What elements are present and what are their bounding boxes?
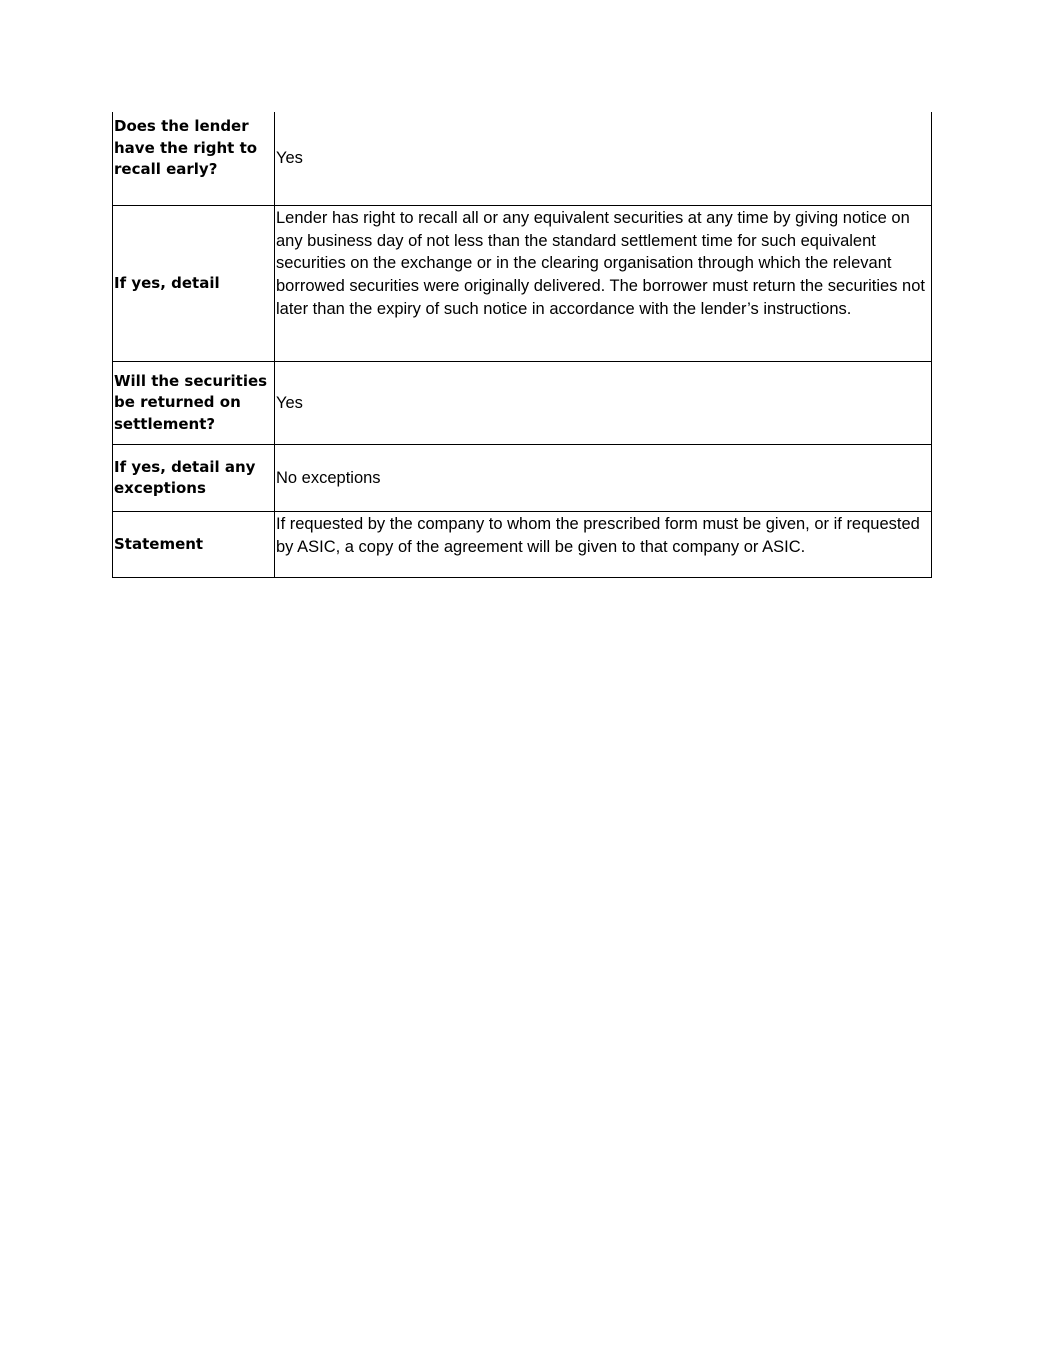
row-value-recall-detail: Lender has right to recall all or any equivalent securities at any time by giving notice on any business day of not less than the standard settlement time for such equivalent securities on the exchange or in the clearing organisation through which the relevant borrowed securities were originally delivered. The borrower must return the securities not later than the expiry of such notice in accordance with the lender’s instructions. [275,206,932,362]
table-row-recall-early [113,112,932,206]
securities-lending-table [112,112,932,578]
row-value-statement: If requested by the company to whom the prescribed form must be given, or if requested by ASIC, a copy of the agreement will be given to that company or ASIC. [275,512,932,578]
table-row-exceptions [113,445,932,512]
row-label-exceptions: If yes, detail any exceptions [113,445,275,512]
row-value-returned-on-settlement: Yes [275,362,932,445]
row-value-recall-early: Yes [275,112,932,206]
table-row-statement [113,512,932,578]
row-label-recall-detail: If yes, detail [113,206,275,362]
table-row-returned-on-settlement [113,362,932,445]
row-value-exceptions: No exceptions [275,445,932,512]
row-label-statement: Statement [113,512,275,578]
row-label-recall-early: Does the lender have the right to recall early? [113,112,275,206]
table-row-recall-detail [113,206,932,362]
row-label-returned-on-settlement: Will the securities be returned on settlement? [113,362,275,445]
